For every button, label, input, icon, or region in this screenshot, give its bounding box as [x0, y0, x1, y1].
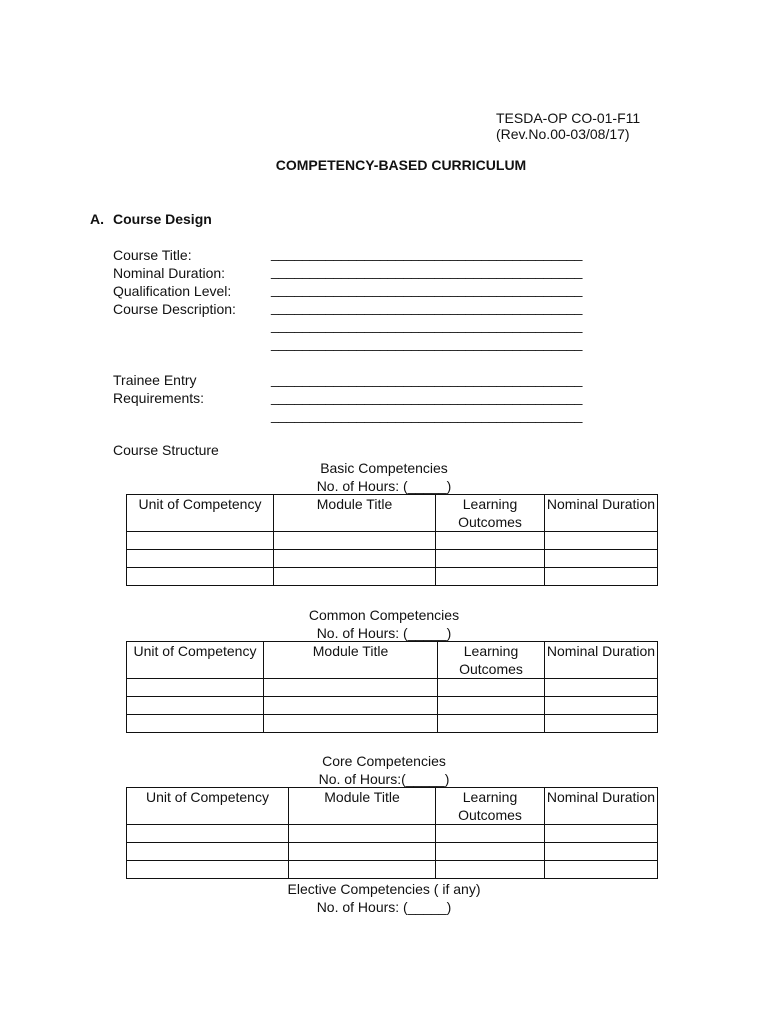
- fill-line: ________________________________________: [271, 407, 583, 423]
- table-cell[interactable]: [274, 568, 436, 586]
- table-row: [127, 825, 658, 843]
- core-competencies-heading: [126, 752, 642, 788]
- course-fields-labels: [113, 246, 236, 318]
- table-cell[interactable]: [436, 550, 545, 568]
- nominal-duration-label: Nominal Duration:: [113, 265, 226, 281]
- table-row: [127, 697, 658, 715]
- trainee-entry-lines: [271, 370, 582, 424]
- table-cell[interactable]: [545, 715, 658, 733]
- column-header: Module Title: [289, 788, 436, 825]
- course-structure-label: Course Structure: [113, 442, 219, 458]
- document-title: COMPETENCY-BASED CURRICULUM: [275, 157, 527, 173]
- section-label: A.: [90, 211, 104, 227]
- table-cell[interactable]: [127, 843, 289, 861]
- form-header: [496, 110, 640, 142]
- table-row: [127, 532, 658, 550]
- table-cell[interactable]: [274, 532, 436, 550]
- table-cell[interactable]: [264, 715, 438, 733]
- table-row: [127, 679, 658, 697]
- fill-line: ________________________________________: [271, 371, 583, 387]
- common-competencies-title: Common Competencies: [308, 607, 460, 623]
- table-cell[interactable]: [436, 825, 545, 843]
- table-cell[interactable]: [545, 568, 658, 586]
- column-header: Nominal Duration: [545, 642, 658, 679]
- table-cell[interactable]: [436, 568, 545, 586]
- table-cell[interactable]: [127, 861, 289, 879]
- table-cell[interactable]: [438, 679, 545, 697]
- fill-line: ________________________________________: [271, 245, 583, 261]
- fill-line: ________________________________________: [271, 335, 583, 351]
- table-cell[interactable]: [127, 697, 264, 715]
- table-cell[interactable]: [545, 550, 658, 568]
- table-cell[interactable]: [127, 679, 264, 697]
- table-cell[interactable]: [436, 843, 545, 861]
- table-cell[interactable]: [545, 861, 658, 879]
- column-header: Nominal Duration: [545, 495, 658, 532]
- qualification-level-label: Qualification Level:: [113, 283, 232, 299]
- table-cell[interactable]: [436, 532, 545, 550]
- basic-competencies-hours: No. of Hours: (_____): [316, 478, 452, 494]
- core-competencies-title: Core Competencies: [322, 753, 446, 769]
- table-cell[interactable]: [289, 825, 436, 843]
- table-cell[interactable]: [289, 861, 436, 879]
- table-cell[interactable]: [545, 679, 658, 697]
- column-header: Unit of Competency: [127, 495, 274, 532]
- table-cell[interactable]: [545, 532, 658, 550]
- column-header: Module Title: [274, 495, 436, 532]
- table-cell[interactable]: [127, 825, 289, 843]
- section-heading: Course Design: [113, 211, 212, 227]
- basic-competencies-table: [126, 494, 658, 586]
- table-cell[interactable]: [438, 715, 545, 733]
- basic-competencies-title: Basic Competencies: [320, 460, 448, 476]
- common-competencies-hours: No. of Hours: (_____): [316, 625, 452, 641]
- table-cell[interactable]: [274, 550, 436, 568]
- table-cell[interactable]: [127, 532, 274, 550]
- column-header: Unit of Competency: [127, 642, 264, 679]
- trainee-entry-labels: [113, 371, 204, 407]
- common-competencies-heading: [126, 606, 642, 642]
- column-header: Module Title: [264, 642, 438, 679]
- elective-competencies-heading: [126, 880, 642, 916]
- table-cell[interactable]: [545, 825, 658, 843]
- fill-line: ________________________________________: [271, 299, 583, 315]
- table-cell[interactable]: [127, 550, 274, 568]
- basic-competencies-heading: [126, 459, 642, 495]
- table-cell[interactable]: [264, 697, 438, 715]
- column-header: Unit of Competency: [127, 788, 289, 825]
- common-competencies-table: [126, 641, 658, 733]
- table-cell[interactable]: [545, 697, 658, 715]
- table-cell[interactable]: [127, 715, 264, 733]
- table-cell[interactable]: [436, 861, 545, 879]
- revision-number: (Rev.No.00-03/08/17): [496, 126, 630, 142]
- core-competencies-hours: No. of Hours:(_____): [318, 771, 450, 787]
- table-cell[interactable]: [545, 843, 658, 861]
- column-header: Learning Outcomes: [436, 788, 545, 825]
- fill-line: ________________________________________: [271, 389, 583, 405]
- fill-line: ________________________________________: [271, 281, 583, 297]
- table-row: [127, 843, 658, 861]
- course-fields-lines: [271, 244, 582, 352]
- course-description-label: Course Description:: [113, 301, 236, 317]
- core-competencies-table: [126, 787, 658, 879]
- table-row: [127, 568, 658, 586]
- table-cell[interactable]: [289, 843, 436, 861]
- table-row: [127, 550, 658, 568]
- table-cell[interactable]: [264, 679, 438, 697]
- table-row: [127, 861, 658, 879]
- table-row: [127, 715, 658, 733]
- table-cell[interactable]: [127, 568, 274, 586]
- course-title-label: Course Title:: [113, 247, 192, 263]
- column-header: Learning Outcomes: [436, 495, 545, 532]
- elective-competencies-title: Elective Competencies ( if any): [287, 881, 481, 897]
- fill-line: ________________________________________: [271, 263, 583, 279]
- form-code: TESDA-OP CO-01-F11: [496, 110, 641, 126]
- column-header: Nominal Duration: [545, 788, 658, 825]
- requirements-label: Requirements:: [113, 390, 205, 406]
- elective-competencies-hours: No. of Hours: (_____): [316, 899, 452, 915]
- trainee-entry-label: Trainee Entry: [113, 372, 197, 388]
- column-header: Learning Outcomes: [438, 642, 545, 679]
- table-cell[interactable]: [438, 697, 545, 715]
- fill-line: ________________________________________: [271, 317, 583, 333]
